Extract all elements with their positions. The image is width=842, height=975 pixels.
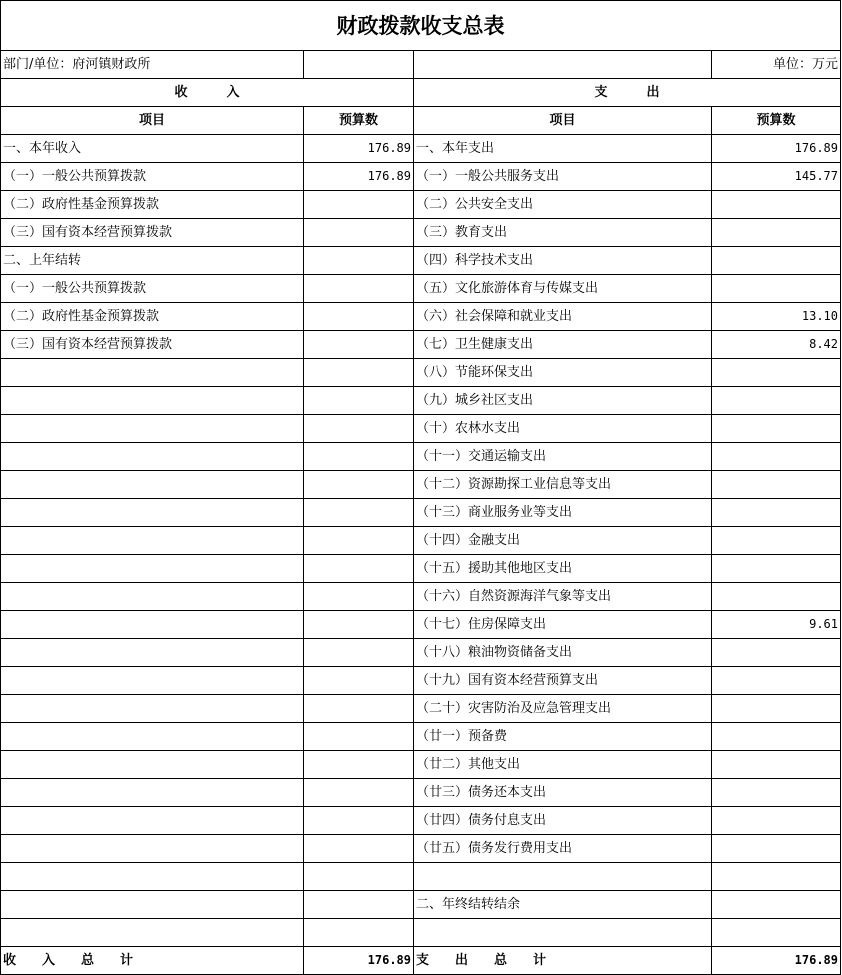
expense-item-cell: （十六）自然资源海洋气象等支出 (414, 583, 712, 611)
expense-value-cell: 145.77 (712, 163, 841, 191)
unit-label: 单位：万元 (712, 51, 841, 79)
expense-item-cell: （廿五）债务发行费用支出 (414, 835, 712, 863)
expense-value-cell (712, 415, 841, 443)
income-item-cell (1, 527, 304, 555)
income-item-cell (1, 387, 304, 415)
income-item-cell (1, 695, 304, 723)
expense-value-cell (712, 807, 841, 835)
expense-item-cell: （八）节能环保支出 (414, 359, 712, 387)
table-row (1, 219, 841, 247)
income-item-header: 项目 (1, 107, 304, 135)
expense-item-cell: （十七）住房保障支出 (414, 611, 712, 639)
income-item-cell (1, 415, 304, 443)
expense-item-cell: （十四）金融支出 (414, 527, 712, 555)
expense-value-cell (712, 275, 841, 303)
income-item-cell (1, 443, 304, 471)
expense-item-cell: （一）一般公共服务支出 (414, 163, 712, 191)
table-row (1, 751, 841, 779)
income-item-cell (1, 471, 304, 499)
income-value-cell (304, 275, 414, 303)
income-value-cell (304, 499, 414, 527)
expense-value-cell (712, 835, 841, 863)
income-item-cell (1, 359, 304, 387)
expense-item-cell: （四）科学技术支出 (414, 247, 712, 275)
expense-item-cell: （十八）粮油物资储备支出 (414, 639, 712, 667)
expense-value-cell (712, 471, 841, 499)
income-value-cell (304, 807, 414, 835)
income-item-cell: 二、上年结转 (1, 247, 304, 275)
expense-value-cell (712, 247, 841, 275)
income-item-cell: （一）一般公共预算拨款 (1, 163, 304, 191)
income-value-cell (304, 443, 414, 471)
expense-value-cell (712, 919, 841, 947)
table-row (1, 499, 841, 527)
income-value-cell (304, 471, 414, 499)
income-item-cell (1, 751, 304, 779)
expense-value-cell (712, 751, 841, 779)
table-row (1, 359, 841, 387)
income-item-cell: （一）一般公共预算拨款 (1, 275, 304, 303)
income-budget-header: 预算数 (304, 107, 414, 135)
table-row (1, 639, 841, 667)
income-value-cell (304, 303, 414, 331)
expense-item-header: 项目 (414, 107, 712, 135)
income-value-cell (304, 219, 414, 247)
table-row (1, 667, 841, 695)
meta-blank-cell (414, 51, 712, 79)
income-value-cell (304, 891, 414, 919)
column-header-row (1, 107, 841, 135)
expense-value-cell (712, 387, 841, 415)
expense-value-cell (712, 527, 841, 555)
expense-value-cell (712, 723, 841, 751)
income-value-cell (304, 191, 414, 219)
expense-value-cell (712, 863, 841, 891)
expense-value-cell (712, 555, 841, 583)
expense-value-cell: 13.10 (712, 303, 841, 331)
income-item-cell (1, 779, 304, 807)
income-value-cell (304, 639, 414, 667)
income-item-cell (1, 639, 304, 667)
expense-value-cell: 176.89 (712, 135, 841, 163)
meta-row (1, 51, 841, 79)
expense-budget-header: 预算数 (712, 107, 841, 135)
income-item-cell (1, 835, 304, 863)
expense-item-cell: （十二）资源勘探工业信息等支出 (414, 471, 712, 499)
table-row (1, 779, 841, 807)
income-value-cell: 176.89 (304, 163, 414, 191)
income-item-cell (1, 919, 304, 947)
expense-item-cell: （六）社会保障和就业支出 (414, 303, 712, 331)
income-item-cell (1, 667, 304, 695)
income-value-cell (304, 247, 414, 275)
expense-value-cell (712, 359, 841, 387)
table-row (1, 919, 841, 947)
income-value-cell (304, 583, 414, 611)
table-row (1, 863, 841, 891)
expense-value-cell (712, 667, 841, 695)
table-row (1, 723, 841, 751)
table-row (1, 835, 841, 863)
income-item-cell (1, 807, 304, 835)
expense-item-cell (414, 863, 712, 891)
table-row (1, 163, 841, 191)
income-value-cell (304, 723, 414, 751)
expense-value-cell (712, 583, 841, 611)
expense-item-cell: （九）城乡社区支出 (414, 387, 712, 415)
expense-item-cell: （十一）交通运输支出 (414, 443, 712, 471)
expense-value-cell (712, 639, 841, 667)
income-value-cell (304, 667, 414, 695)
income-value-cell (304, 863, 414, 891)
expense-item-cell: （十九）国有资本经营预算支出 (414, 667, 712, 695)
income-item-cell (1, 611, 304, 639)
expense-value-cell (712, 779, 841, 807)
table-row (1, 891, 841, 919)
expense-value-cell (712, 443, 841, 471)
income-value-cell (304, 779, 414, 807)
table-row (1, 807, 841, 835)
expense-value-cell: 8.42 (712, 331, 841, 359)
expense-item-cell: （二）公共安全支出 (414, 191, 712, 219)
income-value-cell (304, 555, 414, 583)
expense-value-cell (712, 191, 841, 219)
table-row (1, 387, 841, 415)
income-value-cell: 176.89 (304, 135, 414, 163)
expense-value-cell (712, 891, 841, 919)
expense-item-cell: （廿二）其他支出 (414, 751, 712, 779)
income-item-cell: （二）政府性基金预算拨款 (1, 303, 304, 331)
income-item-cell: （二）政府性基金预算拨款 (1, 191, 304, 219)
page-title: 财政拨款收支总表 (1, 1, 841, 51)
department-label: 部门/单位：府河镇财政所 (1, 51, 304, 79)
income-item-cell (1, 499, 304, 527)
expense-item-cell: （七）卫生健康支出 (414, 331, 712, 359)
title-row (1, 1, 841, 51)
expense-item-cell: （二十）灾害防治及应急管理支出 (414, 695, 712, 723)
meta-blank-cell (304, 51, 414, 79)
expense-item-cell: （三）教育支出 (414, 219, 712, 247)
table-row (1, 611, 841, 639)
table-row (1, 303, 841, 331)
income-header: 收 入 (1, 79, 414, 107)
income-total-label: 收 入 总 计 (1, 947, 304, 975)
expense-total-label: 支 出 总 计 (414, 947, 712, 975)
expense-value-cell (712, 499, 841, 527)
expense-total-value: 176.89 (712, 947, 841, 975)
expense-item-cell: 一、本年支出 (414, 135, 712, 163)
income-value-cell (304, 751, 414, 779)
table-row (1, 275, 841, 303)
income-value-cell (304, 331, 414, 359)
income-item-cell (1, 555, 304, 583)
expense-item-cell: （廿四）债务付息支出 (414, 807, 712, 835)
expense-item-cell: （廿一）预备费 (414, 723, 712, 751)
expense-item-cell (414, 919, 712, 947)
table-row (1, 527, 841, 555)
income-total-value: 176.89 (304, 947, 414, 975)
total-row (1, 947, 841, 975)
income-item-cell (1, 583, 304, 611)
table-row (1, 695, 841, 723)
expense-item-cell: （十）农林水支出 (414, 415, 712, 443)
income-item-cell (1, 723, 304, 751)
income-value-cell (304, 835, 414, 863)
table-row (1, 583, 841, 611)
income-item-cell: 一、本年收入 (1, 135, 304, 163)
income-value-cell (304, 527, 414, 555)
table-row (1, 191, 841, 219)
income-value-cell (304, 359, 414, 387)
income-value-cell (304, 415, 414, 443)
income-item-cell (1, 863, 304, 891)
income-item-cell (1, 891, 304, 919)
table-row (1, 331, 841, 359)
expense-value-cell: 9.61 (712, 611, 841, 639)
section-header-row (1, 79, 841, 107)
table-row (1, 247, 841, 275)
income-value-cell (304, 919, 414, 947)
expense-item-cell: （十三）商业服务业等支出 (414, 499, 712, 527)
table-row (1, 135, 841, 163)
expense-item-cell: （廿三）债务还本支出 (414, 779, 712, 807)
expense-item-cell: （十五）援助其他地区支出 (414, 555, 712, 583)
income-value-cell (304, 611, 414, 639)
expense-value-cell (712, 695, 841, 723)
income-value-cell (304, 387, 414, 415)
expense-header: 支 出 (414, 79, 841, 107)
income-item-cell: （三）国有资本经营预算拨款 (1, 331, 304, 359)
table-row (1, 415, 841, 443)
expense-item-cell: 二、年终结转结余 (414, 891, 712, 919)
expense-item-cell: （五）文化旅游体育与传媒支出 (414, 275, 712, 303)
table-row (1, 555, 841, 583)
table-row (1, 443, 841, 471)
table-row (1, 471, 841, 499)
income-item-cell: （三）国有资本经营预算拨款 (1, 219, 304, 247)
income-value-cell (304, 695, 414, 723)
expense-value-cell (712, 219, 841, 247)
